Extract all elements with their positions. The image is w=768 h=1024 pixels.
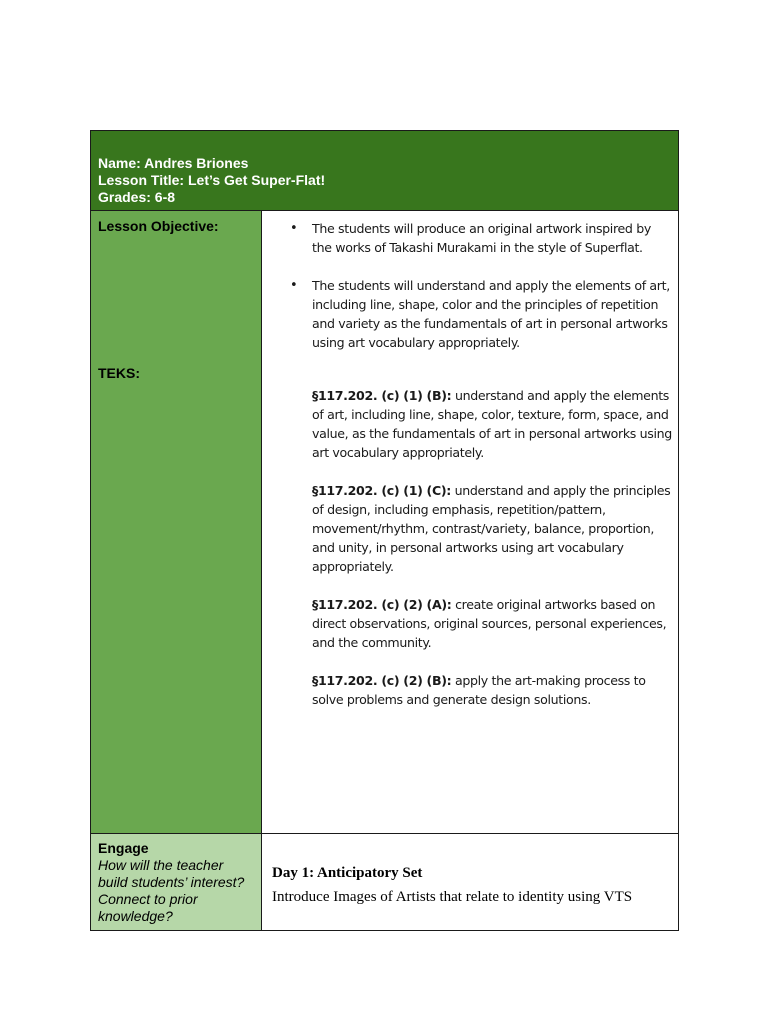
teks-item	[312, 595, 676, 652]
lesson-title: Lesson Title: Let’s Get Super-Flat!	[98, 172, 326, 188]
objective-text: The students will understand and apply the elements of art, including line, shape, color and the principles of repetition and variety as the fundamentals of art in personal artworks using art vocabulary appropriately.	[312, 278, 670, 350]
teks-description: understand and apply the elements of art, including line, shape, color, texture, form, space, and value, as the fundamentals of art in personal artworks using art vocabulary appropriately.	[312, 388, 672, 460]
day-description: Introduce Images of Artists that relate to identity using VTS	[272, 889, 633, 905]
label-column	[91, 211, 262, 833]
engage-question-line: build students’ interest?	[98, 874, 245, 890]
engage-row	[91, 833, 678, 930]
teks-description: understand and apply the principles of design, including emphasis, repetition/pattern, movement/rhythm, contrast/variety, balance, proportion, and unity, in personal artworks using art vocabulary appropriately.	[312, 483, 671, 574]
teks-list	[312, 386, 676, 728]
engage-title: Engage	[98, 840, 149, 856]
grade-level: Grades: 6-8	[98, 189, 176, 205]
objective-item	[262, 276, 678, 352]
content-column	[262, 211, 678, 833]
bullet-icon: •	[290, 221, 298, 236]
engage-content-cell	[262, 834, 678, 930]
bullet-icon: •	[290, 278, 298, 293]
teks-code: §117.202. (c) (1) (C):	[312, 483, 451, 498]
teks-label: TEKS:	[98, 365, 140, 381]
teks-item	[312, 481, 676, 576]
engage-question-line: knowledge?	[98, 908, 173, 924]
teks-item	[312, 671, 676, 709]
teks-code: §117.202. (c) (2) (B):	[312, 673, 452, 688]
engage-label-cell	[91, 834, 262, 930]
lesson-plan-table	[90, 130, 679, 931]
objective-item	[262, 219, 678, 257]
teks-description: create original artworks based on direct observations, original sources, personal experiences, and the community.	[312, 597, 667, 650]
objective-text: The students will produce an original artwork inspired by the works of Takashi Murakami in the style of Superflat.	[312, 221, 651, 255]
engage-question-line: How will the teacher	[98, 857, 224, 873]
teks-description: apply the art-making process to solve problems and generate design solutions.	[312, 673, 646, 707]
lesson-header	[91, 131, 678, 211]
teks-code: §117.202. (c) (1) (B):	[312, 388, 452, 403]
lesson-objective-label: Lesson Objective:	[98, 218, 219, 234]
teacher-name: Name: Andres Briones	[98, 155, 249, 171]
teks-code: §117.202. (c) (2) (A):	[312, 597, 452, 612]
objective-list	[262, 219, 678, 371]
day-title: Day 1: Anticipatory Set	[272, 865, 423, 881]
teks-item	[312, 386, 676, 462]
engage-question-line: Connect to prior	[98, 891, 198, 907]
